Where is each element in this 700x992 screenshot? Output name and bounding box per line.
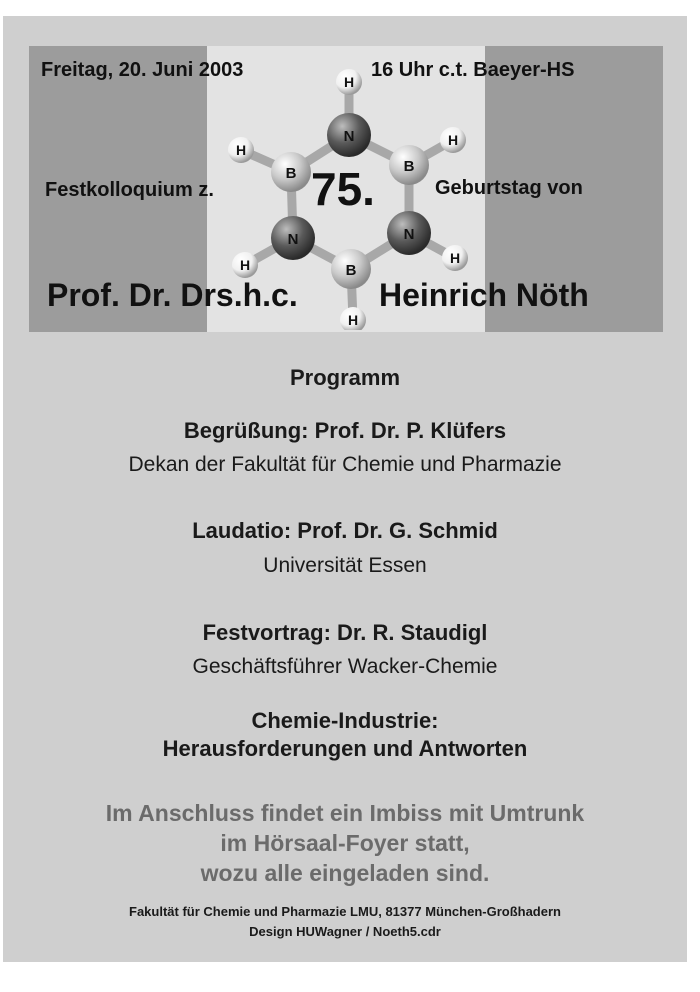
atom-label: B bbox=[403, 158, 415, 175]
closing-line1: Im Anschluss findet ein Imbiss mit Umtrunk bbox=[105, 800, 585, 826]
program-item-laudatio-speaker: Laudatio: Prof. Dr. G. Schmid bbox=[192, 518, 498, 543]
event-date: Freitag, 20. Juni 2003 bbox=[41, 59, 244, 81]
event-time-location: 16 Uhr c.t. Baeyer-HS bbox=[371, 59, 575, 81]
closing-line2: im Hörsaal-Foyer statt, bbox=[220, 830, 470, 856]
atom-label: N bbox=[343, 128, 355, 145]
atom-b-left bbox=[271, 152, 311, 192]
atom-label: H bbox=[447, 132, 459, 148]
poster bbox=[3, 16, 687, 962]
atom-n-left bbox=[271, 216, 315, 260]
talk-title-line2: Herausforderungen und Antworten bbox=[162, 736, 528, 761]
program-item-greeting-speaker: Begrüßung: Prof. Dr. P. Klüfers bbox=[183, 418, 507, 443]
footer-design-credit: Design HUWagner / Noeth5.cdr bbox=[249, 924, 441, 939]
honoree-title: Prof. Dr. Drs.h.c. bbox=[47, 277, 298, 313]
closing-line3: wozu alle eingeladen sind. bbox=[200, 860, 490, 886]
atom-label: H bbox=[343, 74, 355, 90]
program-title: Programm bbox=[289, 365, 401, 390]
atom-label: H bbox=[239, 257, 251, 273]
atom-label: H bbox=[449, 250, 461, 266]
atom-h-top-left bbox=[228, 137, 254, 163]
program-item-laudatio-affiliation: Universität Essen bbox=[263, 554, 427, 577]
talk-title-line1: Chemie-Industrie: bbox=[251, 708, 439, 733]
atom-h-bottom-left bbox=[232, 252, 258, 278]
atom-b-right bbox=[389, 145, 429, 185]
atom-label: N bbox=[403, 226, 415, 243]
atom-n-right bbox=[387, 211, 431, 255]
atom-b-bottom bbox=[331, 249, 371, 289]
kolloquium-label: Festkolloquium z. bbox=[45, 179, 214, 201]
anniversary-number: 75. bbox=[311, 163, 375, 215]
atom-label: H bbox=[235, 142, 247, 158]
atom-label: B bbox=[285, 165, 297, 182]
atom-label: B bbox=[345, 262, 357, 279]
atom-label: H bbox=[347, 312, 359, 328]
atom-label: N bbox=[287, 231, 299, 248]
program-item-lecture-speaker: Festvortrag: Dr. R. Staudigl bbox=[202, 620, 488, 645]
atom-h-bottom bbox=[340, 307, 366, 330]
atom-h-top-right bbox=[440, 127, 466, 153]
footer-address: Fakultät für Chemie und Pharmazie LMU, 81377 München-Großhadern bbox=[129, 904, 561, 919]
atom-n-top bbox=[327, 113, 371, 157]
atom-h-bottom-right bbox=[442, 245, 468, 271]
program-item-lecture-affiliation: Geschäftsführer Wacker-Chemie bbox=[192, 655, 498, 678]
honoree-name: Heinrich Nöth bbox=[379, 277, 589, 313]
atom-h-top bbox=[336, 69, 362, 95]
birthday-label: Geburtstag von bbox=[435, 177, 583, 199]
program-item-greeting-affiliation: Dekan der Fakultät für Chemie und Pharmazie bbox=[128, 453, 562, 476]
